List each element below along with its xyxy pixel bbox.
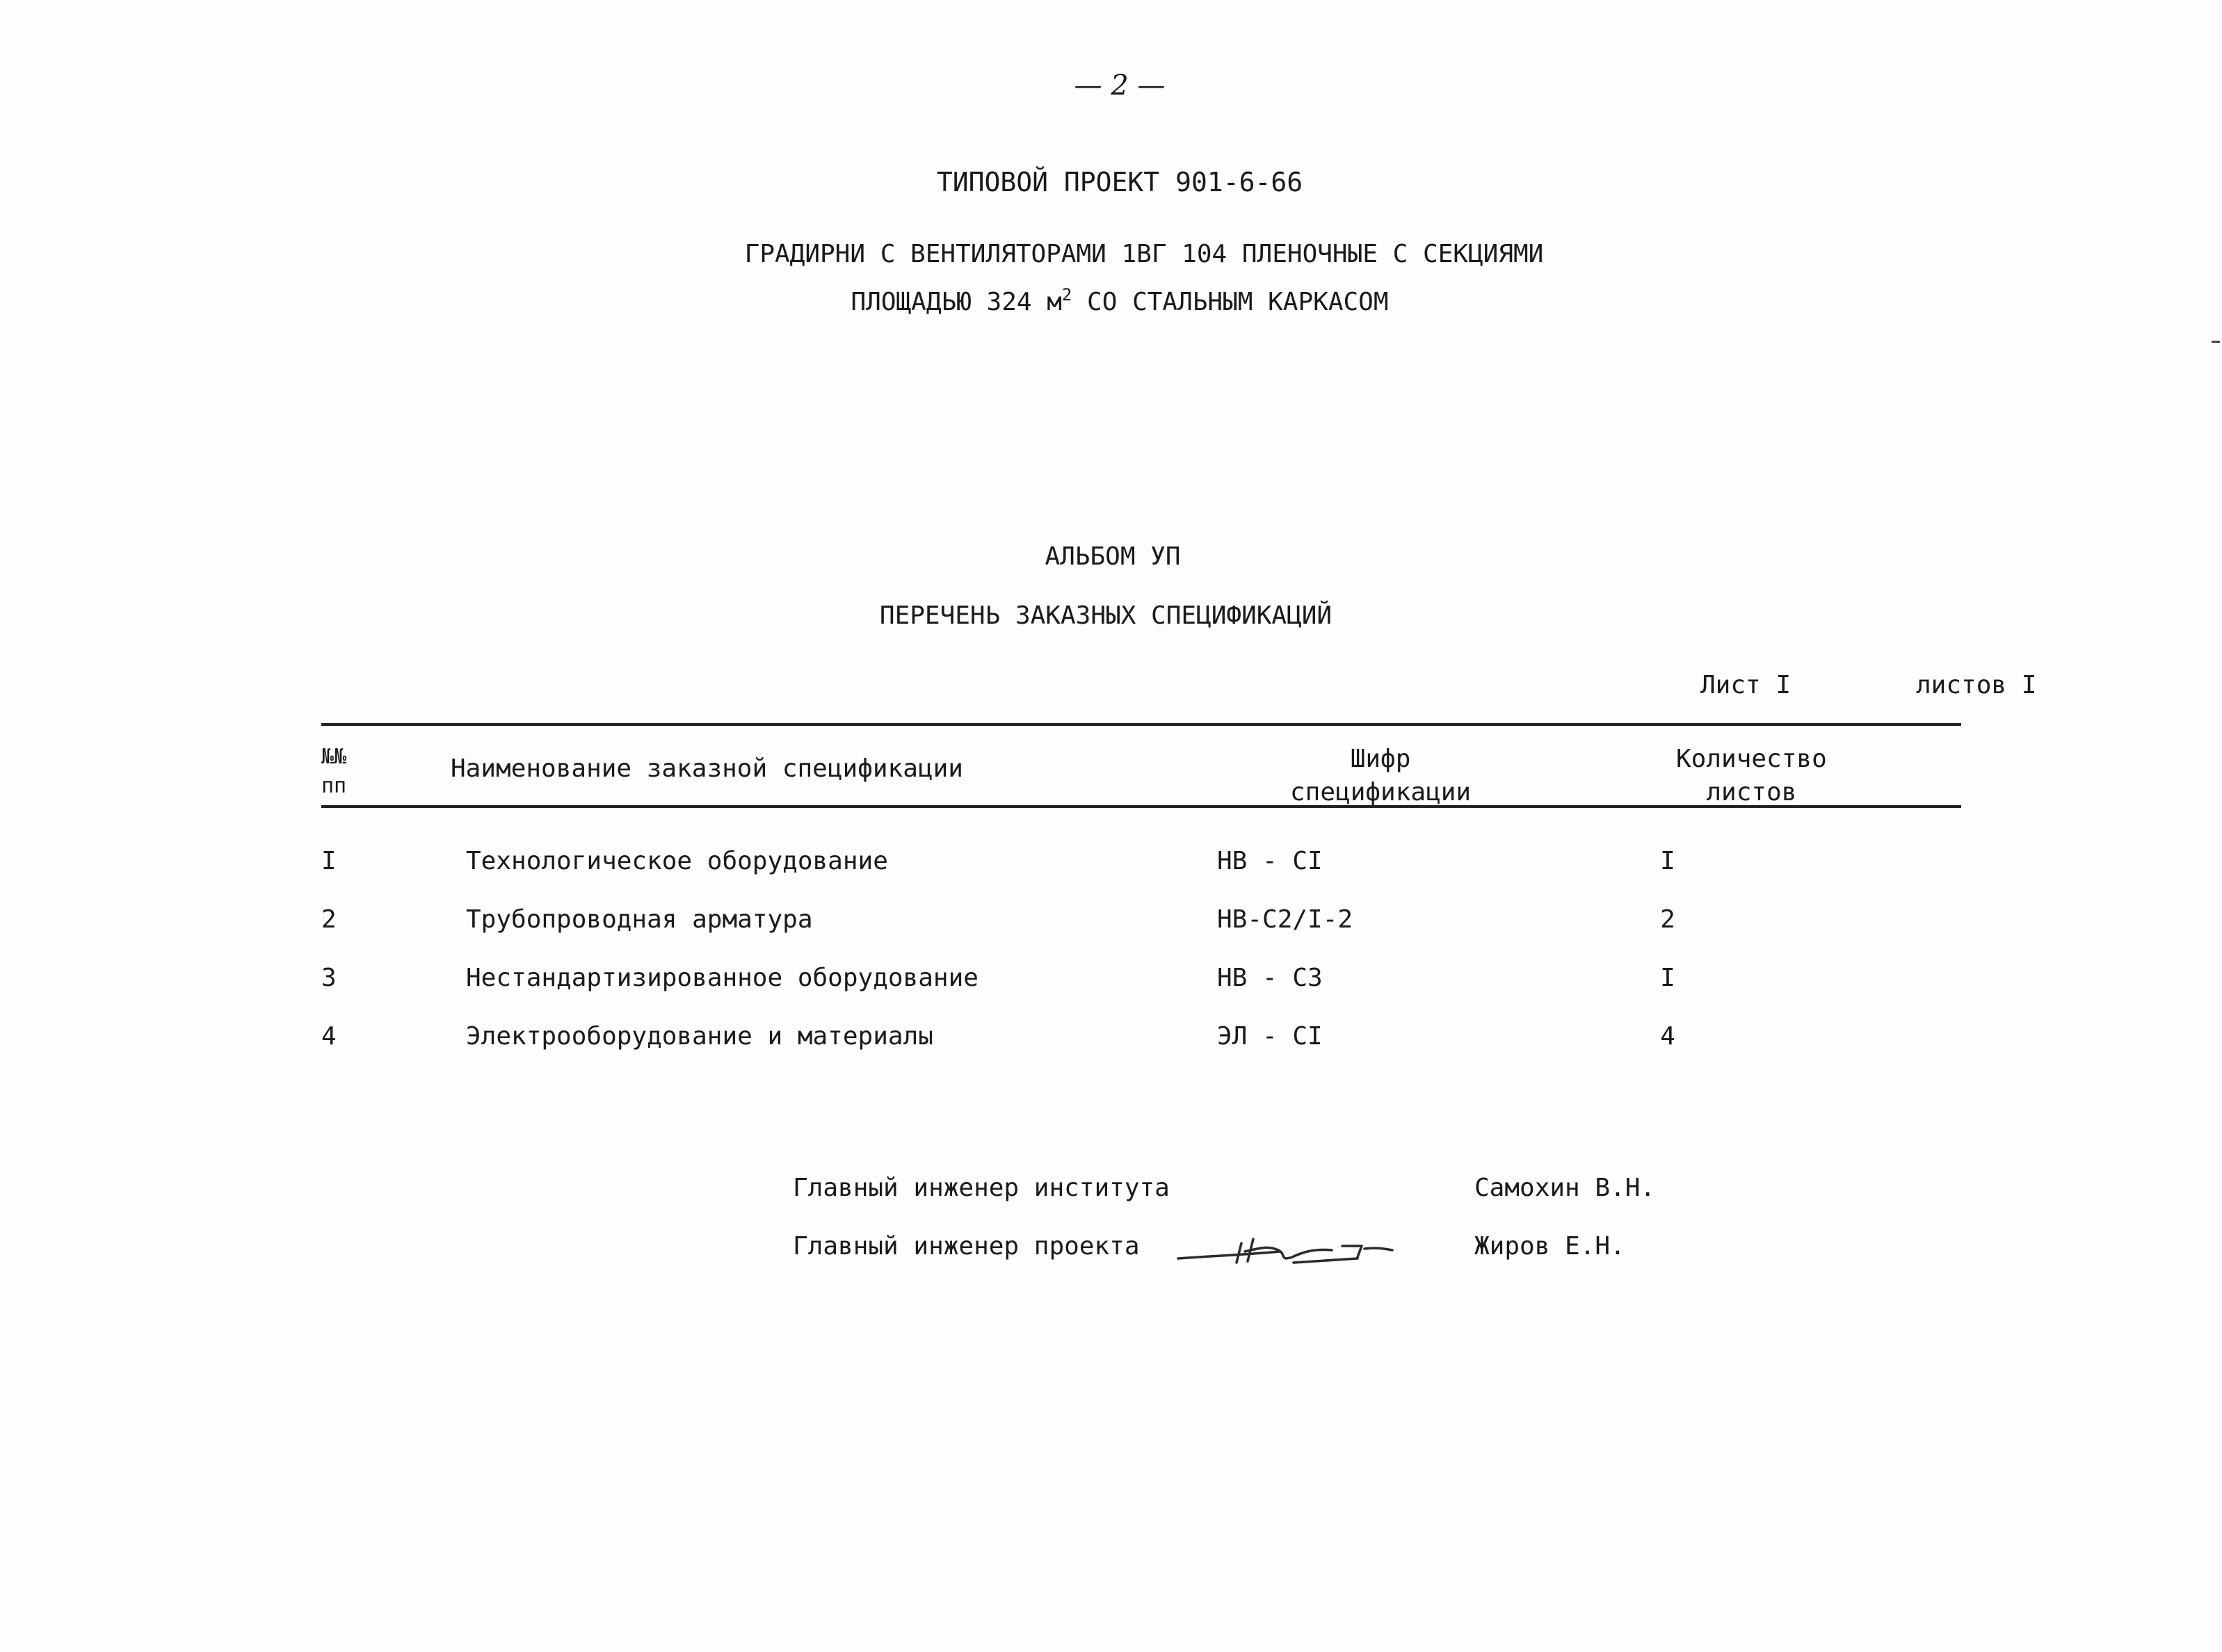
table-row bbox=[0, 1022, 2222, 1080]
header-code bbox=[1290, 743, 1471, 809]
handwritten-signature bbox=[1175, 1231, 1398, 1272]
subject-line-2 bbox=[851, 285, 1388, 316]
row-name: Нестандартизированное оборудование bbox=[466, 964, 979, 992]
scan-edge-mark bbox=[2212, 341, 2220, 343]
row-code: ЭЛ - СI bbox=[1217, 1022, 1323, 1051]
sheets-total: листов I bbox=[1916, 671, 2037, 699]
header-code-line2: спецификации bbox=[1290, 778, 1472, 807]
header-name: Наименование заказной спецификации bbox=[451, 754, 963, 783]
subject-line-1: ГРАДИРНИ С ВЕНТИЛЯТОРАМИ 1ВГ 104 ПЛЕНОЧНЫЕ С СЕКЦИЯМИ bbox=[744, 240, 1544, 268]
table-top-rule bbox=[321, 723, 1961, 726]
row-count: I bbox=[1660, 847, 1675, 875]
row-number: 4 bbox=[321, 1022, 337, 1051]
header-number-line1: №№ bbox=[321, 745, 347, 769]
row-count: 2 bbox=[1660, 905, 1675, 934]
album-title: АЛЬБОМ УП bbox=[1045, 542, 1181, 571]
header-code-line1: Шифр bbox=[1350, 745, 1411, 773]
chief-institute-label: Главный инженер института bbox=[793, 1174, 1170, 1202]
header-number-line2: пп bbox=[321, 774, 347, 798]
row-number: I bbox=[321, 847, 337, 875]
table-row bbox=[0, 905, 2222, 964]
row-code: НВ - СI bbox=[1217, 847, 1323, 875]
header-number bbox=[321, 743, 346, 801]
project-title: ТИПОВОЙ ПРОЕКТ 901-6-66 bbox=[936, 167, 1303, 197]
chief-institute-name: Самохин В.Н. bbox=[1474, 1174, 1656, 1202]
list-title: ПЕРЕЧЕНЬ ЗАКАЗНЫХ СПЕЦИФИКАЦИЙ bbox=[879, 601, 1333, 630]
header-count-line1: Количество bbox=[1676, 745, 1827, 773]
row-count: 4 bbox=[1660, 1022, 1675, 1051]
chief-project-name: Жиров Е.Н. bbox=[1474, 1232, 1625, 1261]
subject-line-2-tail: СО СТАЛЬНЫМ КАРКАСОМ bbox=[1072, 288, 1389, 316]
row-code: НВ - С3 bbox=[1217, 964, 1323, 992]
row-number: 3 bbox=[321, 964, 337, 992]
row-number: 2 bbox=[321, 905, 337, 934]
table-row bbox=[0, 964, 2222, 1022]
table-row bbox=[0, 847, 2222, 905]
row-name: Технологическое оборудование bbox=[466, 847, 888, 875]
header-count bbox=[1676, 743, 1827, 809]
subject-line-2-superscript: 2 bbox=[1061, 285, 1072, 305]
subject-line-2-text: ПЛОЩАДЬЮ 324 м bbox=[851, 288, 1062, 316]
table-header-rule bbox=[321, 805, 1961, 808]
row-code: НВ-С2/I-2 bbox=[1217, 905, 1353, 934]
header-count-line2: листов bbox=[1706, 778, 1797, 807]
row-name: Электрооборудование и материалы bbox=[466, 1022, 933, 1051]
row-name: Трубопроводная арматура bbox=[466, 905, 813, 934]
sheet-number: Лист I bbox=[1700, 671, 1792, 699]
page-number: — 2 — bbox=[1074, 70, 1166, 102]
chief-project-label: Главный инженер проекта bbox=[793, 1232, 1140, 1261]
row-count: I bbox=[1660, 964, 1675, 992]
